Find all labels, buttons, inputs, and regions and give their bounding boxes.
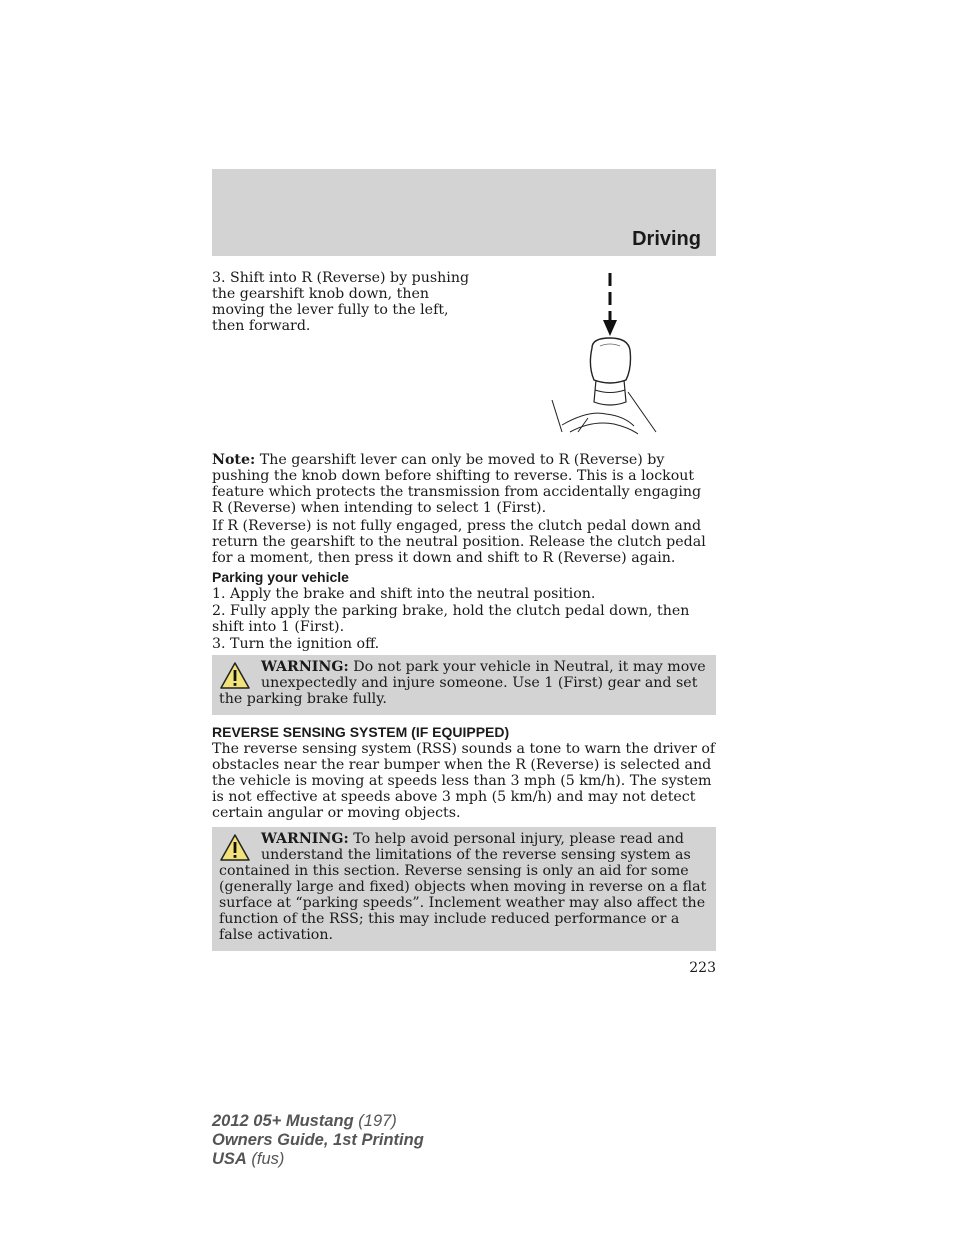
footer-line-1: [212, 1112, 424, 1131]
note-text: The gearshift lever can only be moved to R (Reverse) by pushing the knob down before shifting to reverse. This is a lockout feature which protects the transmission from accidentally engaging R (Reverse) when intending to select 1 (First).: [212, 452, 702, 516]
footer-market: USA: [212, 1150, 247, 1168]
main-content: [212, 452, 716, 951]
rss-heading: REVERSE SENSING SYSTEM (IF EQUIPPED): [212, 724, 510, 740]
warning-box-parking: [212, 655, 716, 715]
rss-paragraph: The reverse sensing system (RSS) sounds a tone to warn the driver of obstacles near the rear bumper when the R (Reverse) is selected and the vehicle is moving at speeds less than 3 mph (5 km/h). The system is not effective at speeds above 3 mph (5 km/h) and may not detect certain angular or moving objects.: [212, 741, 716, 821]
warning-triangle-icon: [219, 833, 251, 863]
warning-label: WARNING:: [261, 659, 349, 675]
gearshift-knob-illustration: [548, 268, 660, 438]
warning-box-rss: [212, 827, 716, 951]
warning-label: WARNING:: [261, 831, 349, 847]
note-paragraph: [212, 452, 716, 516]
warning-triangle-icon: [219, 661, 251, 691]
footer-line-3: [212, 1150, 424, 1169]
warning-text: To help avoid personal injury, please read and understand the limitations of the reverse sensing system as contained in this section. Reverse sensing is only an aid for some (generally large and fixed) objects when moving in reverse on a flat surface at “parking speeds”. Inclement weather may also affect the function of the RSS; this may include reduced performance or a false activation.: [219, 831, 707, 943]
reverse-not-engaged-paragraph: If R (Reverse) is not fully engaged, press the clutch pedal down and return the gearshift to the neutral position. Release the clutch pedal for a moment, then press it down and shift to R (Reverse) again.: [212, 518, 706, 566]
document-footer: [212, 1112, 424, 1169]
shift-reverse-step: [212, 270, 470, 334]
note-label: Note:: [212, 452, 256, 468]
warning-text: Do not park your vehicle in Neutral, it may move unexpectedly and injure someone. Use 1 (First) gear and set the parking brake fully.: [219, 659, 706, 707]
section-title: Driving: [632, 228, 701, 250]
parking-heading: Parking your vehicle: [212, 569, 349, 585]
section-header-band: [212, 169, 716, 256]
parking-step-2: 2. Fully apply the parking brake, hold the clutch pedal down, then shift into 1 (First).: [212, 603, 690, 635]
footer-model-code: (197): [353, 1112, 397, 1130]
footer-market-code: (fus): [246, 1150, 285, 1168]
footer-model: 2012 05+ Mustang: [212, 1112, 354, 1130]
shift-reverse-text: 3. Shift into R (Reverse) by pushing the gearshift knob down, then moving the lever fully to the left, then forward.: [212, 270, 470, 334]
footer-line-2: Owners Guide, 1st Printing: [212, 1131, 424, 1149]
parking-step-3: 3. Turn the ignition off.: [212, 636, 380, 652]
parking-step-1: 1. Apply the brake and shift into the neutral position.: [212, 586, 596, 602]
page-number: 223: [689, 960, 716, 976]
